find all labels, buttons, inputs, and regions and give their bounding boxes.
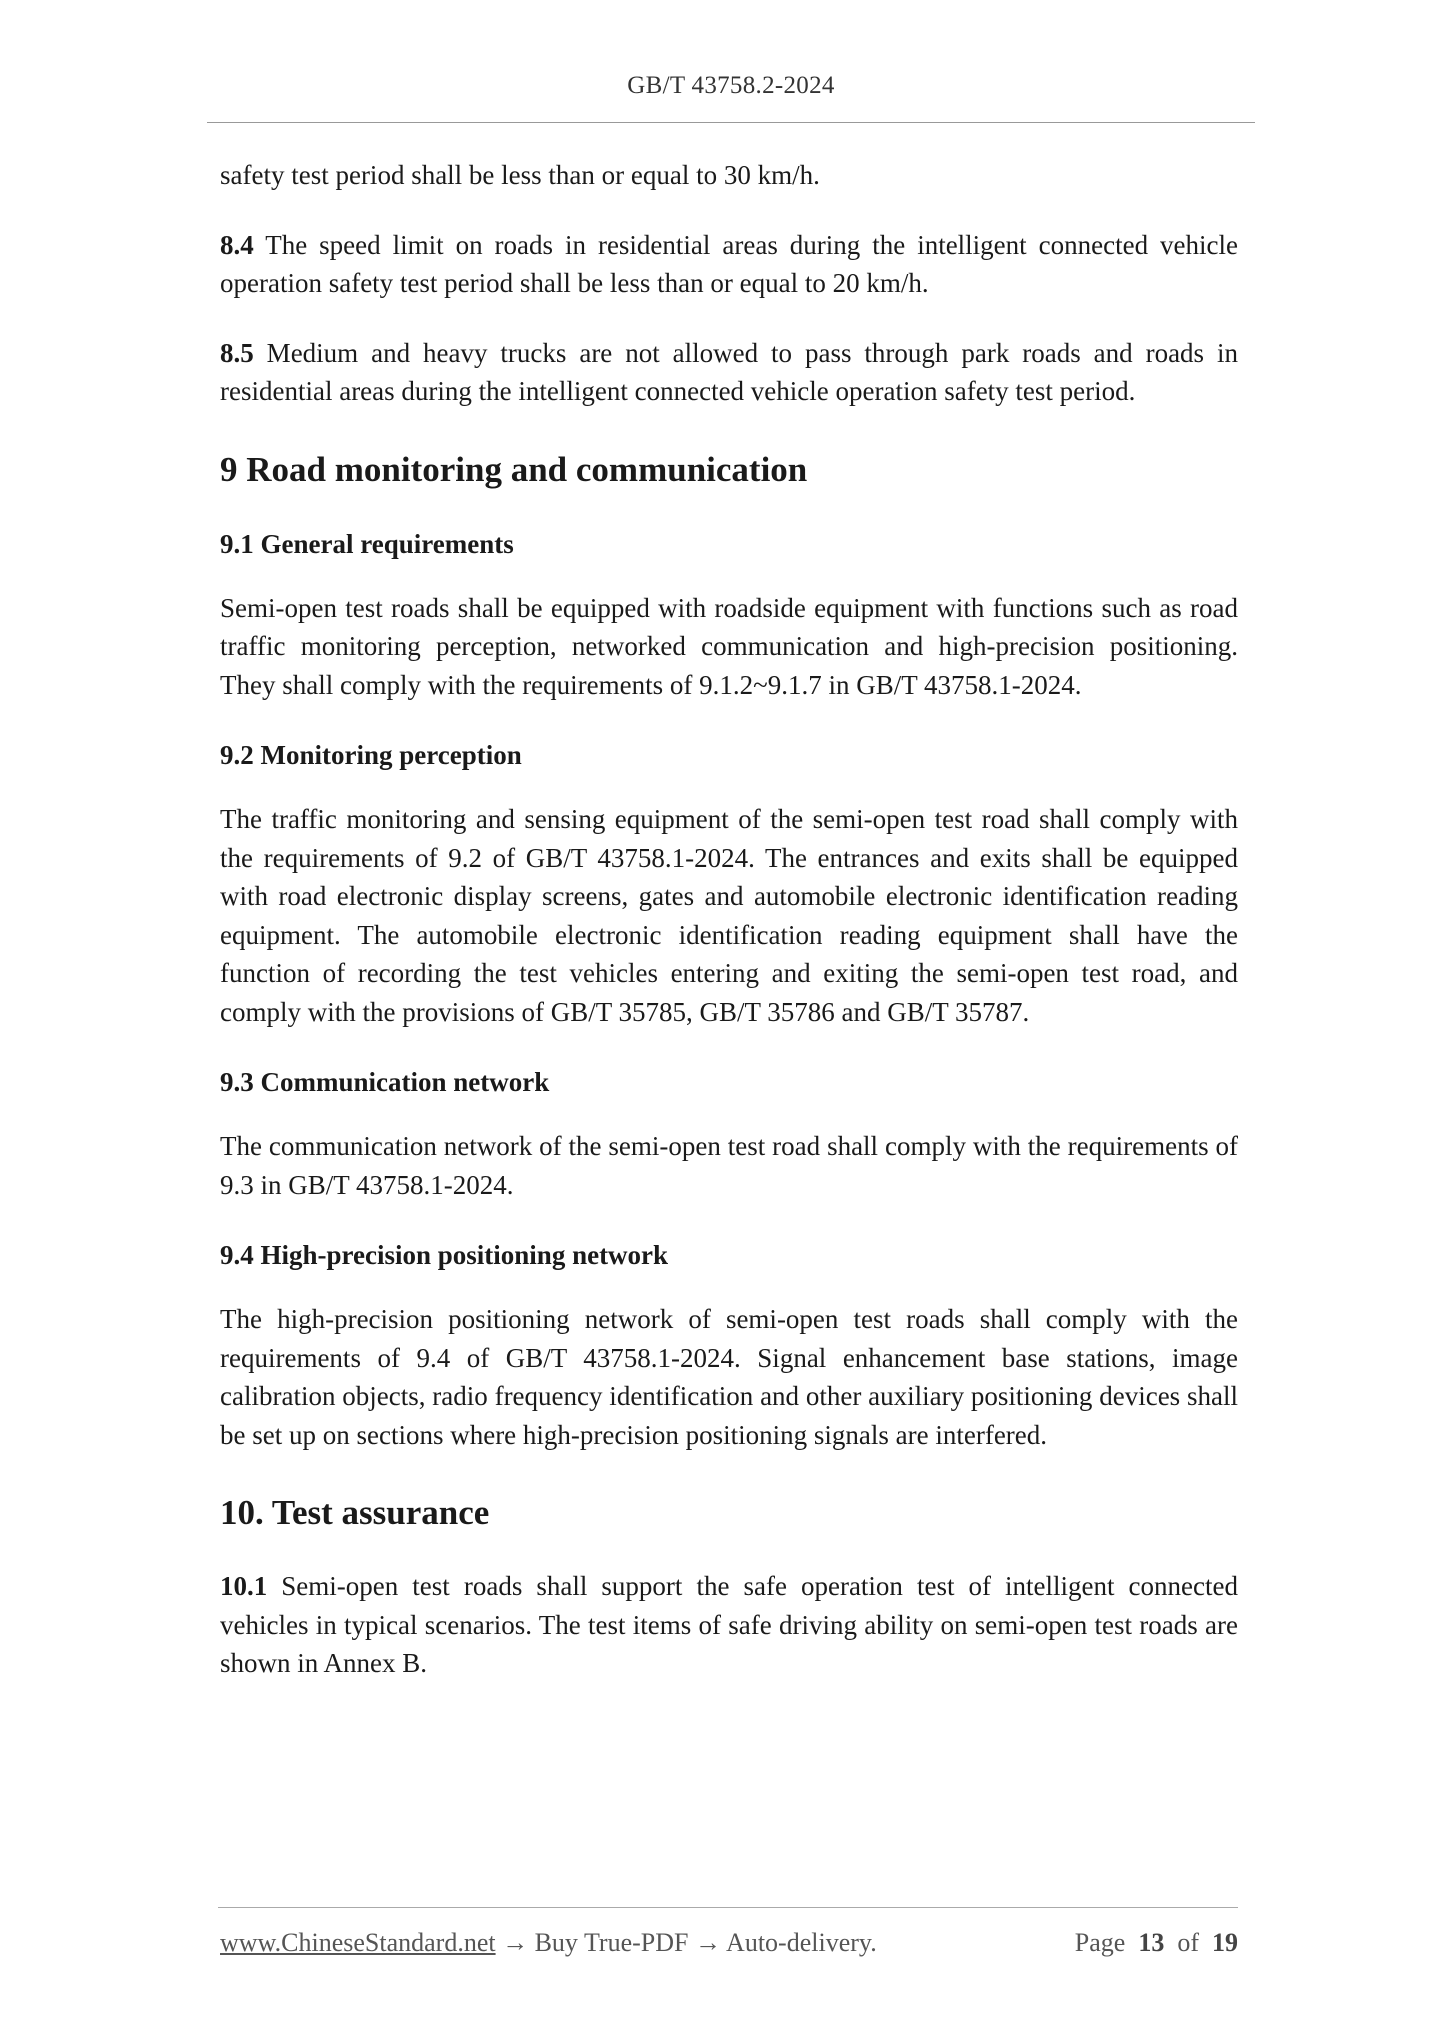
clause-number: 8.4: [220, 229, 254, 260]
subsection-heading-9-3: 9.3 Communication network: [220, 1067, 550, 1097]
clause-text: Semi-open test roads shall support the safe operation test of intelligent connected vehicles in typical scenarios. The test items of safe driving ability on semi-open test roads are shown in Annex B.: [220, 1571, 1238, 1678]
clause-8-5: [220, 334, 1238, 411]
paragraph-continuation: safety test period shall be less than or equal to 30 km/h.: [220, 160, 820, 190]
website-link[interactable]: www.ChineseStandard.net: [220, 1928, 496, 1957]
paragraph-9-1: Semi-open test roads shall be equipped with roadside equipment with functions such as road traffic monitoring perception, networked communication and high-precision positioning. They shall comply with the requirements of 9.1.2~9.1.7 in GB/T 43758.1-2024.: [220, 592, 1238, 700]
clause-text: Medium and heavy trucks are not allowed to pass through park roads and roads in residential areas during the intelligent connected vehicle operation safety test period.: [220, 337, 1238, 406]
page-total: 19: [1212, 1928, 1238, 1957]
clause-text: The speed limit on roads in residential areas during the intelligent connected vehicle operation safety test period shall be less than or equal to 20 km/h.: [220, 229, 1238, 298]
clause-number: 10.1: [220, 1571, 268, 1601]
paragraph-9-2: The traffic monitoring and sensing equipment of the semi-open test road shall comply with the requirements of 9.2 of GB/T 43758.1-2024. The entrances and exits shall be equipped with road electronic display screens, gates and automobile electronic identification reading equipment. The automobile electronic identification reading equipment shall have the function of recording the test vehicles entering and exiting the semi-open test road, and comply with the provisions of GB/T 35785, GB/T 35786 and GB/T 35787.: [220, 804, 1238, 1027]
clause-8-4: [220, 226, 1238, 303]
clause-number: 8.5: [220, 337, 254, 368]
footer-promo-text: → Buy True-PDF → Auto-delivery.: [495, 1928, 877, 1957]
page-number: 13: [1138, 1928, 1165, 1957]
footer-promo: [220, 1928, 877, 1958]
section-heading-10: 10. Test assurance: [220, 1493, 490, 1532]
page-indicator: Page 13 of 19: [1074, 1928, 1238, 1957]
subsection-heading-9-4: 9.4 High-precision positioning network: [220, 1240, 669, 1270]
footer-divider: [218, 1907, 1238, 1908]
subsection-heading-9-2: 9.2 Monitoring perception: [220, 740, 522, 770]
header-divider: [207, 122, 1255, 123]
subsection-heading-9-1: 9.1 General requirements: [220, 528, 514, 559]
paragraph-9-4: The high-precision positioning network of semi-open test roads shall comply with the requirements of 9.4 of GB/T 43758.1-2024. Signal enhancement base stations, image calibration objects, radio frequency identification and other auxiliary positioning devices shall be set up on sections where high-precision positioning signals are interfered.: [220, 1304, 1238, 1450]
paragraph-9-3: The communication network of the semi-open test road shall comply with the requirements of 9.3 in GB/T 43758.1-2024.: [220, 1131, 1238, 1200]
page-body: [220, 156, 1238, 1714]
clause-10-1: [220, 1567, 1238, 1683]
document-header: GB/T 43758.2-2024: [627, 72, 835, 99]
section-heading-9: 9 Road monitoring and communication: [220, 449, 808, 489]
page-footer: [220, 1928, 1238, 1958]
